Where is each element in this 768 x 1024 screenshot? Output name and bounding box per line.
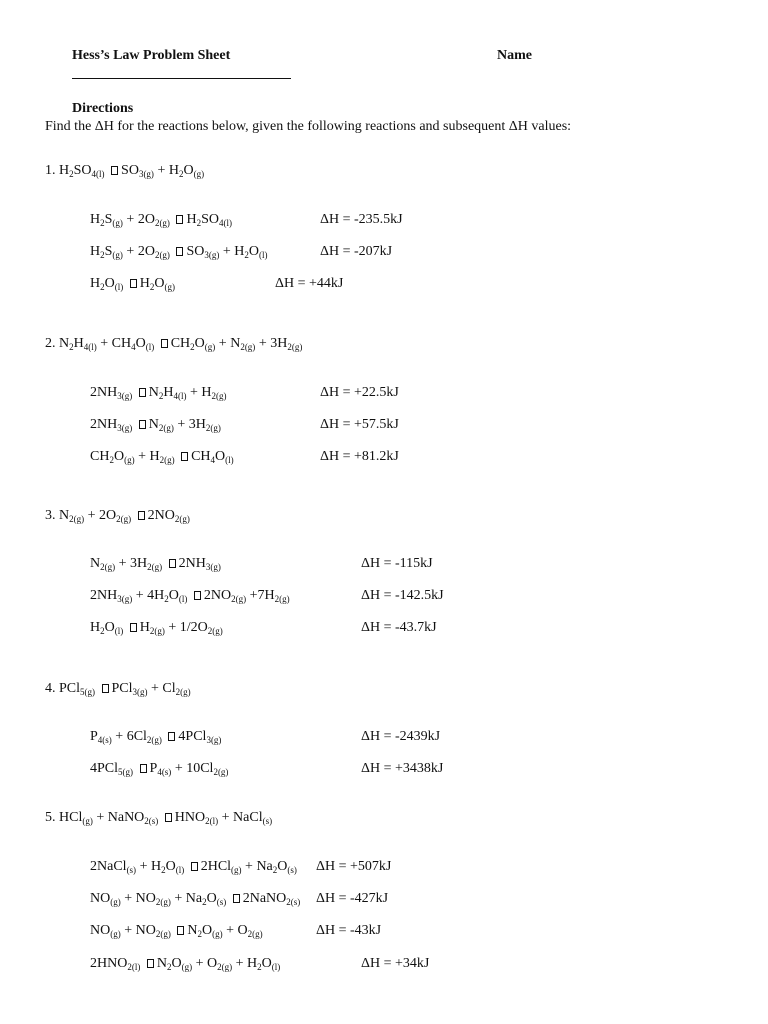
formula-subscript: 3(g)	[117, 594, 133, 604]
formula-text: + 3H	[173, 417, 206, 432]
reaction-arrow-icon	[176, 247, 183, 256]
reaction-arrow-icon	[181, 452, 188, 461]
formula-text: S	[104, 212, 113, 227]
formula-subscript: 2(g)	[274, 594, 290, 604]
formula-text: O	[104, 620, 115, 635]
formula-text: HCl	[59, 810, 83, 825]
formula-text: CH	[170, 336, 191, 351]
formula-text: + O	[222, 923, 248, 938]
formula-subscript: 3(g)	[117, 391, 133, 401]
reaction-arrow-icon	[169, 559, 176, 568]
problem-number: 1.	[45, 163, 59, 178]
formula-subscript: 2(g)	[175, 687, 191, 697]
formula-text	[162, 729, 166, 744]
enthalpy-value: ΔH = +44kJ	[275, 276, 344, 291]
formula-text: O	[113, 449, 125, 464]
given-reaction	[90, 760, 228, 778]
enthalpy-value: ΔH = -235.5kJ	[320, 212, 403, 227]
reaction-arrow-icon	[168, 732, 175, 741]
formula-text: NO	[90, 923, 111, 938]
formula-subscript: 2(l)	[205, 816, 219, 826]
reaction-arrow-icon	[177, 926, 184, 935]
formula-subscript: 5(g)	[118, 767, 134, 777]
reaction-arrow-icon	[130, 279, 137, 288]
enthalpy-value: ΔH = +22.5kJ	[320, 385, 399, 400]
formula-subscript: 2	[197, 929, 202, 939]
formula-text: O	[277, 859, 288, 874]
formula-subscript: 2(g)	[146, 735, 162, 745]
given-reaction	[90, 587, 290, 605]
formula-subscript: 2(g)	[155, 897, 171, 907]
problem-5-target-reaction	[45, 809, 272, 827]
given-reaction	[90, 243, 267, 261]
formula-text: O	[206, 891, 217, 906]
formula-text: H	[90, 620, 101, 635]
formula-text: 2NaNO	[242, 891, 287, 906]
formula-subscript: 3(g)	[205, 562, 221, 572]
given-reaction	[90, 955, 280, 973]
formula-text: O	[215, 449, 226, 464]
formula-subscript: 4	[210, 455, 216, 465]
formula-text: H	[139, 620, 150, 635]
formula-subscript: 2(g)	[116, 514, 132, 524]
formula-text: 2HCl	[200, 859, 232, 874]
formula-text: + NaCl	[218, 810, 263, 825]
formula-subscript: (g)	[112, 218, 123, 228]
reaction-arrow-icon	[161, 339, 168, 348]
formula-text	[105, 163, 109, 178]
enthalpy-value: ΔH = +34kJ	[361, 956, 430, 971]
formula-subscript: (s)	[287, 865, 297, 875]
formula-text: 4PCl	[90, 761, 119, 776]
formula-text: O	[168, 588, 179, 603]
formula-subscript: 2(l)	[127, 962, 141, 972]
formula-text: O	[104, 276, 115, 291]
reaction-arrow-icon	[176, 215, 183, 224]
formula-subscript: 2(g)	[217, 962, 233, 972]
formula-text: + 3H	[115, 556, 148, 571]
formula-subscript: 2(g)	[155, 929, 171, 939]
formula-text	[133, 761, 137, 776]
problem-number: 2.	[45, 336, 59, 351]
formula-text	[170, 212, 174, 227]
formula-text: + O	[192, 956, 218, 971]
formula-subscript: 2(g)	[174, 514, 190, 524]
formula-text: + 2O	[84, 508, 117, 523]
formula-text	[171, 923, 175, 938]
problem-number: 3.	[45, 508, 59, 523]
directions-text: Find the ΔH for the reactions below, given the following reactions and subsequent ΔH values:	[45, 119, 572, 134]
formula-text: + H	[153, 163, 179, 178]
formula-subscript: (g)	[112, 250, 123, 260]
given-reaction	[90, 448, 234, 466]
formula-text: H	[139, 276, 150, 291]
formula-subscript: (l)	[258, 250, 268, 260]
formula-text: + H	[232, 956, 258, 971]
formula-text	[226, 891, 230, 906]
formula-text: N	[148, 417, 159, 432]
given-reaction	[90, 384, 227, 402]
formula-text: 2NH	[90, 588, 118, 603]
formula-text: O	[201, 923, 213, 938]
formula-text: NO	[90, 891, 111, 906]
formula-text: H	[90, 276, 101, 291]
formula-text: H	[59, 163, 70, 178]
given-reaction	[90, 619, 223, 637]
formula-subscript: 2(g)	[231, 594, 247, 604]
formula-text: S	[104, 244, 113, 259]
enthalpy-value: ΔH = -43.7kJ	[361, 620, 437, 635]
enthalpy-value: ΔH = -207kJ	[320, 244, 393, 259]
formula-subscript: 2	[190, 342, 195, 352]
formula-subscript: (g)	[181, 962, 193, 972]
formula-text	[184, 859, 188, 874]
formula-text: + 3H	[255, 336, 288, 351]
formula-subscript: (g)	[124, 455, 135, 465]
formula-text: 2NaCl	[90, 859, 127, 874]
reaction-arrow-icon	[102, 684, 109, 693]
reaction-arrow-icon	[130, 623, 137, 632]
given-reaction	[90, 275, 175, 293]
formula-subscript: 2	[166, 962, 172, 972]
formula-text: PCl	[111, 681, 133, 696]
formula-subscript: 2(g)	[147, 562, 163, 572]
reaction-arrow-icon	[191, 862, 198, 871]
formula-text: + H	[219, 244, 245, 259]
problem-1-target-reaction	[45, 162, 204, 180]
formula-text: N	[90, 556, 101, 571]
formula-subscript: 3(g)	[132, 687, 148, 697]
formula-subscript: 2	[161, 865, 166, 875]
reaction-arrow-icon	[139, 420, 146, 429]
given-reaction	[90, 728, 221, 746]
formula-text	[187, 588, 191, 603]
formula-subscript: 2(g)	[247, 929, 263, 939]
given-reaction	[90, 922, 263, 940]
formula-subscript: 4(l)	[173, 391, 187, 401]
formula-text	[162, 556, 166, 571]
enthalpy-value: ΔH = -427kJ	[316, 891, 389, 906]
formula-text: + 2O	[122, 212, 155, 227]
formula-text: O	[248, 244, 259, 259]
formula-text: 2HNO	[90, 956, 128, 971]
formula-subscript: 2(g)	[205, 423, 221, 433]
formula-subscript: 2	[257, 962, 262, 972]
problem-number: 4.	[45, 681, 59, 696]
enthalpy-value: ΔH = -43kJ	[316, 923, 382, 938]
formula-subscript: (l)	[175, 865, 185, 875]
formula-subscript: 2(g)	[287, 342, 303, 352]
formula-text: PCl	[59, 681, 81, 696]
formula-text: CH	[191, 449, 211, 464]
formula-text: + 4H	[132, 588, 165, 603]
formula-text: N	[59, 336, 70, 351]
formula-subscript: 4(l)	[91, 169, 105, 179]
formula-subscript: (l)	[145, 342, 155, 352]
formula-text: H	[90, 244, 101, 259]
enthalpy-value: ΔH = -2439kJ	[361, 729, 441, 744]
formula-subscript: 2	[158, 391, 164, 401]
reaction-arrow-icon	[147, 959, 154, 968]
formula-subscript: 2	[196, 218, 202, 228]
formula-subscript: (s)	[262, 816, 273, 826]
reaction-arrow-icon	[165, 813, 172, 822]
formula-text: N	[59, 508, 70, 523]
formula-subscript: 3(g)	[204, 250, 220, 260]
formula-subscript: 4	[131, 342, 136, 352]
formula-text: O	[171, 956, 182, 971]
enthalpy-value: ΔH = -142.5kJ	[361, 588, 444, 603]
formula-text: 2NH	[178, 556, 206, 571]
formula-subscript: 2(g)	[159, 455, 175, 465]
formula-text	[132, 385, 136, 400]
reaction-arrow-icon	[138, 511, 145, 520]
formula-subscript: (g)	[110, 897, 121, 907]
formula-subscript: (g)	[193, 169, 205, 179]
formula-subscript: 2(g)	[100, 562, 116, 572]
formula-text: 2NO	[203, 588, 232, 603]
given-reaction	[90, 211, 232, 229]
formula-text: HNO	[174, 810, 206, 825]
formula-subscript: 2(g)	[69, 514, 85, 524]
formula-text	[123, 276, 127, 291]
problem-number: 5.	[45, 810, 59, 825]
formula-text: + 10Cl	[171, 761, 214, 776]
formula-text	[154, 336, 158, 351]
formula-text: + NO	[120, 891, 156, 906]
formula-text: + 2O	[122, 244, 155, 259]
formula-text: + Na	[170, 891, 203, 906]
formula-subscript: 2	[100, 282, 105, 292]
reaction-arrow-icon	[194, 591, 201, 600]
reaction-arrow-icon	[140, 764, 147, 773]
formula-subscript: 2(g)	[158, 423, 174, 433]
formula-subscript: (g)	[164, 282, 175, 292]
formula-subscript: 2(g)	[207, 626, 223, 636]
formula-subscript: 2(s)	[144, 816, 159, 826]
given-reaction	[90, 890, 300, 908]
formula-text: + H	[136, 859, 162, 874]
formula-text: N	[156, 956, 167, 971]
formula-subscript: 2	[69, 169, 74, 179]
formula-subscript: (g)	[212, 929, 223, 939]
formula-text: + H	[134, 449, 160, 464]
formula-subscript: 2	[100, 250, 105, 260]
formula-text: SO	[186, 244, 205, 259]
formula-subscript: 2	[109, 455, 114, 465]
formula-subscript: 5(g)	[80, 687, 96, 697]
formula-subscript: (g)	[231, 865, 242, 875]
formula-subscript: 3(g)	[138, 169, 154, 179]
given-reaction	[90, 555, 221, 573]
formula-subscript: (l)	[114, 282, 124, 292]
formula-text: O	[165, 859, 176, 874]
problem-3-target-reaction	[45, 507, 190, 525]
formula-subscript: (g)	[110, 929, 121, 939]
formula-subscript: 2(g)	[213, 767, 229, 777]
formula-text: + Cl	[147, 681, 176, 696]
formula-subscript: 2(g)	[154, 250, 170, 260]
formula-subscript: (l)	[271, 962, 281, 972]
formula-text: +7H	[246, 588, 275, 603]
formula-subscript: 4(s)	[157, 767, 172, 777]
formula-subscript: 2(s)	[286, 897, 301, 907]
formula-subscript: (s)	[126, 865, 137, 875]
formula-text: H	[90, 212, 101, 227]
enthalpy-value: ΔH = +507kJ	[316, 859, 392, 874]
formula-text: 2NH	[90, 385, 118, 400]
formula-text: SO	[73, 163, 92, 178]
formula-subscript: (g)	[82, 816, 93, 826]
formula-subscript: 2	[164, 594, 169, 604]
formula-text: 2NO	[147, 508, 175, 523]
reaction-arrow-icon	[233, 894, 240, 903]
formula-subscript: 2(g)	[149, 626, 165, 636]
formula-subscript: 2(g)	[211, 391, 227, 401]
problem-4-target-reaction	[45, 680, 191, 698]
formula-text: + CH	[96, 336, 132, 351]
reaction-arrow-icon	[111, 166, 118, 175]
formula-text: O	[154, 276, 165, 291]
formula-text: P	[90, 729, 98, 744]
formula-text: + NO	[120, 923, 156, 938]
formula-subscript: 2(g)	[154, 218, 170, 228]
formula-subscript: 2	[100, 626, 105, 636]
formula-text: P	[149, 761, 158, 776]
formula-text: SO	[201, 212, 219, 227]
given-reaction	[90, 858, 297, 876]
sheet-title: Hess’s Law Problem Sheet	[72, 48, 231, 63]
given-reaction	[90, 416, 221, 434]
enthalpy-value: ΔH = -115kJ	[361, 556, 433, 571]
enthalpy-value: ΔH = +57.5kJ	[320, 417, 399, 432]
formula-text: 2NH	[90, 417, 118, 432]
name-underline	[72, 78, 291, 79]
formula-text: H	[163, 385, 174, 400]
formula-text	[123, 620, 127, 635]
formula-text: O	[135, 336, 146, 351]
formula-text: + N	[215, 336, 241, 351]
formula-subscript: 4(l)	[218, 218, 232, 228]
formula-text: SO	[121, 163, 139, 178]
formula-subscript: 2	[69, 342, 74, 352]
formula-subscript: 4(l)	[83, 342, 97, 352]
formula-text: N	[187, 923, 198, 938]
formula-subscript: (l)	[114, 626, 124, 636]
formula-text: + 6Cl	[111, 729, 147, 744]
formula-subscript: 2	[244, 250, 249, 260]
enthalpy-value: ΔH = +3438kJ	[361, 761, 444, 776]
enthalpy-value: ΔH = +81.2kJ	[320, 449, 399, 464]
formula-text	[131, 508, 135, 523]
formula-subscript: 3(g)	[117, 423, 133, 433]
formula-text: O	[194, 336, 205, 351]
formula-text	[132, 417, 136, 432]
formula-text: H	[186, 212, 197, 227]
formula-text	[158, 810, 162, 825]
formula-subscript: 2	[202, 897, 207, 907]
formula-text: + H	[186, 385, 212, 400]
formula-subscript: (s)	[216, 897, 227, 907]
formula-text	[170, 244, 174, 259]
formula-text: O	[261, 956, 272, 971]
formula-subscript: 2	[149, 282, 155, 292]
formula-subscript: 4(s)	[97, 735, 112, 745]
formula-subscript: 2	[100, 218, 105, 228]
formula-text: + 1/2O	[164, 620, 208, 635]
formula-text: N	[148, 385, 159, 400]
formula-subscript: 2(g)	[240, 342, 256, 352]
formula-subscript: 3(g)	[206, 735, 222, 745]
formula-text: + Na	[241, 859, 273, 874]
formula-subscript: 2	[272, 865, 278, 875]
formula-subscript: (l)	[225, 455, 234, 465]
directions-heading: Directions	[72, 101, 134, 116]
reaction-arrow-icon	[139, 388, 146, 397]
formula-text: CH	[90, 449, 110, 464]
formula-subscript: 2	[178, 169, 184, 179]
formula-text	[140, 956, 144, 971]
formula-text	[175, 449, 179, 464]
formula-text: + NaNO	[92, 810, 145, 825]
formula-text	[95, 681, 99, 696]
formula-text: 4PCl	[178, 729, 207, 744]
formula-subscript: (l)	[178, 594, 188, 604]
problem-2-target-reaction	[45, 335, 302, 353]
formula-text: H	[73, 336, 84, 351]
formula-subscript: (g)	[204, 342, 216, 352]
formula-text: O	[183, 163, 194, 178]
name-label: Name	[497, 48, 532, 63]
